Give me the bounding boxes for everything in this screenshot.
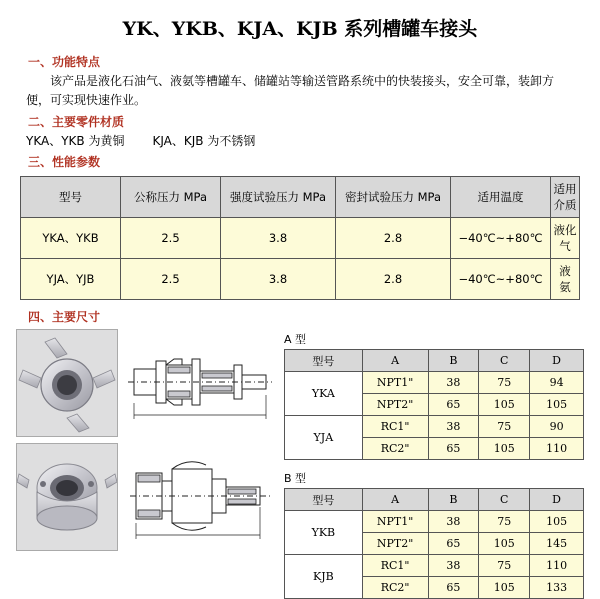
cell-d: 105: [530, 394, 584, 416]
type-b-table: [284, 488, 584, 599]
cell-c: 75: [479, 416, 530, 438]
cell-d: 133: [530, 577, 584, 599]
col-header-seal-pressure: 密封试验压力 MPa: [336, 177, 451, 218]
type-b-block: [284, 470, 584, 599]
col-header-nominal-pressure: 公称压力 MPa: [121, 177, 221, 218]
cell-a: NPT1": [362, 511, 428, 533]
col-header-a: A: [362, 489, 428, 511]
col-header-d: D: [530, 350, 584, 372]
coupling-photo-b-graphic: [17, 444, 117, 550]
figure-column: [16, 329, 278, 599]
table-header-row: [21, 177, 580, 218]
cell-seal: 2.8: [336, 259, 451, 300]
cell-nominal: 2.5: [121, 218, 221, 259]
figure-row-a: [16, 329, 278, 437]
table-header-row: [285, 489, 584, 511]
performance-table: [20, 176, 580, 300]
cell-c: 75: [479, 511, 530, 533]
type-b-label: B 型: [284, 472, 307, 486]
type-a-table: [284, 349, 584, 460]
cell-model: YJA、YJB: [21, 259, 121, 300]
cell-c: 105: [479, 533, 530, 555]
cell-a: RC1": [362, 555, 428, 577]
cell-a: NPT2": [362, 394, 428, 416]
cell-a: NPT1": [362, 372, 428, 394]
col-header-d: D: [530, 489, 584, 511]
coupling-photo-a: [16, 329, 118, 437]
table-row: [21, 259, 580, 300]
table-row: [285, 416, 584, 438]
features-paragraph: 该产品是液化石油气、液氨等槽罐车、储罐站等输送管路系统中的快装接头，安全可靠，装卸方便，可实现快速作业。: [26, 74, 555, 107]
cell-temp: −40℃~+80℃: [451, 259, 551, 300]
cell-d: 145: [530, 533, 584, 555]
coupling-photo-b: [16, 443, 118, 551]
col-header-model: 型号: [285, 489, 363, 511]
cell-c: 105: [479, 577, 530, 599]
cell-d: 94: [530, 372, 584, 394]
type-a-block: [284, 331, 584, 460]
cell-b: 38: [428, 511, 479, 533]
cell-c: 105: [479, 394, 530, 416]
col-header-model: 型号: [285, 350, 363, 372]
cell-c: 75: [479, 555, 530, 577]
dimensions-section: [10, 308, 590, 599]
cell-a: NPT2": [362, 533, 428, 555]
section-heading-dimensions: 四、主要尺寸: [28, 310, 101, 325]
cell-a: RC2": [362, 577, 428, 599]
coupling-drawing-b: [122, 443, 278, 549]
col-header-c: C: [479, 489, 530, 511]
cell-a: RC2": [362, 438, 428, 460]
cell-d: 90: [530, 416, 584, 438]
cell-b: 38: [428, 416, 479, 438]
section-heading-performance: 三、性能参数: [28, 155, 101, 170]
cell-model: KJB: [285, 555, 363, 599]
cell-seal: 2.8: [336, 218, 451, 259]
col-header-b: B: [428, 489, 479, 511]
material-right: KJA、KJB 为不锈钢: [152, 134, 256, 149]
col-header-medium: 适用介质: [551, 177, 580, 218]
cell-model: YKA: [285, 372, 363, 416]
col-header-temperature: 适用温度: [451, 177, 551, 218]
cell-d: 105: [530, 511, 584, 533]
page-title: YK、YKB、KJA、KJB 系列槽罐车接头: [122, 18, 478, 40]
cell-medium: 液 氨: [551, 259, 580, 300]
cell-c: 75: [479, 372, 530, 394]
cell-model: YJA: [285, 416, 363, 460]
cell-strength: 3.8: [221, 259, 336, 300]
dimension-tables-column: [284, 329, 584, 599]
cell-b: 38: [428, 372, 479, 394]
material-left: YKA、YKB 为黄铜: [26, 134, 125, 149]
cell-b: 65: [428, 577, 479, 599]
table-row: [285, 372, 584, 394]
figure-row-b: [16, 443, 278, 551]
cell-medium: 液化气: [551, 218, 580, 259]
col-header-strength-pressure: 强度试验压力 MPa: [221, 177, 336, 218]
cell-model: YKB: [285, 511, 363, 555]
cell-model: YKA、YKB: [21, 218, 121, 259]
cell-d: 110: [530, 555, 584, 577]
table-row: [21, 218, 580, 259]
col-header-b: B: [428, 350, 479, 372]
cell-nominal: 2.5: [121, 259, 221, 300]
coupling-photo-a-graphic: [17, 330, 117, 436]
table-row: [285, 511, 584, 533]
cell-b: 65: [428, 394, 479, 416]
section-heading-features: 一、功能特点: [28, 55, 101, 69]
table-header-row: [285, 350, 584, 372]
col-header-c: C: [479, 350, 530, 372]
col-header-model: 型号: [21, 177, 121, 218]
cell-a: RC1": [362, 416, 428, 438]
cell-b: 65: [428, 438, 479, 460]
coupling-drawing-a: [122, 329, 278, 435]
coupling-drawing-b-graphic: [122, 443, 278, 549]
type-a-label: A 型: [284, 333, 307, 347]
section-heading-material: 二、主要零件材质: [28, 115, 125, 130]
coupling-drawing-a-graphic: [122, 329, 278, 435]
cell-b: 65: [428, 533, 479, 555]
table-row: [285, 555, 584, 577]
cell-b: 38: [428, 555, 479, 577]
cell-d: 110: [530, 438, 584, 460]
material-line: [26, 132, 574, 149]
cell-strength: 3.8: [221, 218, 336, 259]
cell-c: 105: [479, 438, 530, 460]
cell-temp: −40℃~+80℃: [451, 218, 551, 259]
col-header-a: A: [362, 350, 428, 372]
